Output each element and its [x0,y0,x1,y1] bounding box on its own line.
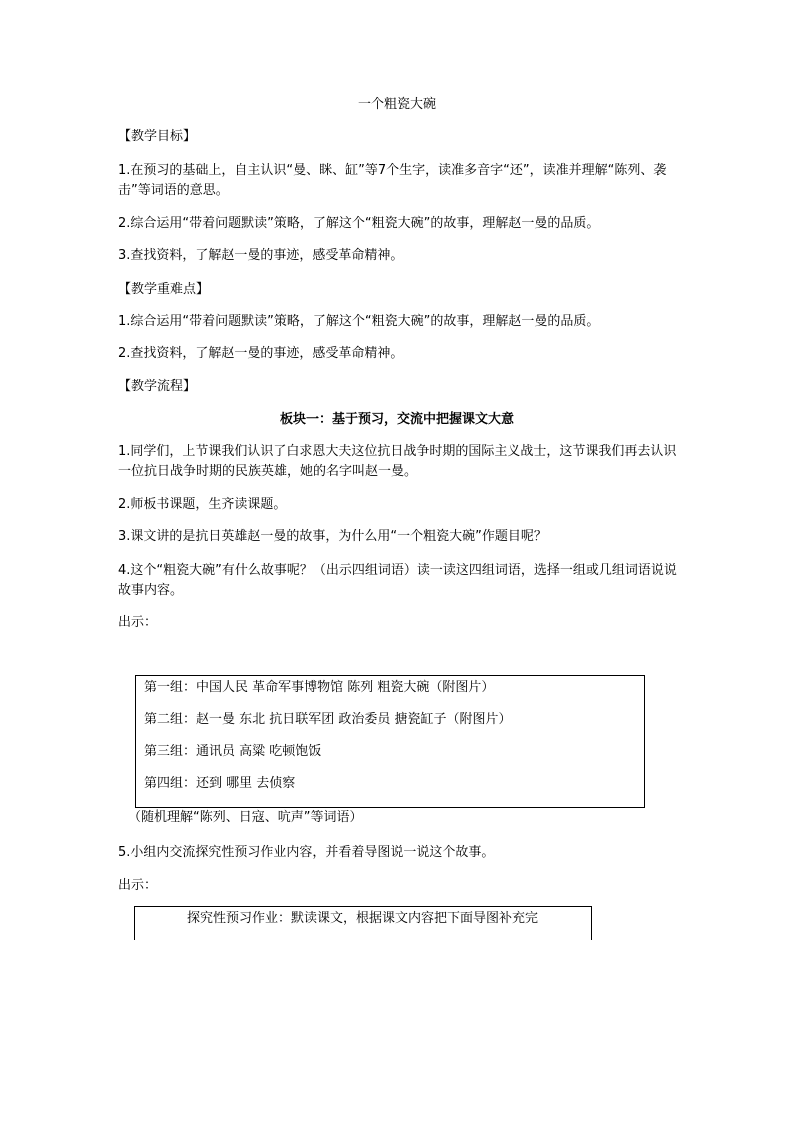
word-group-4: 第四组：还到 哪里 去侦察 [144,776,296,791]
page-title: 一个粗瓷大碗 [357,97,436,112]
process-heading: 【教学流程】 [118,379,197,394]
step-2: 2.师板书课题，生齐读课题。 [118,497,287,512]
random-note: （随机理解“陈列、日寇、吭声”等词语） [128,810,363,825]
objective-1: 1.在预习的基础上，自主认识“曼、眯、缸”等7个生字，读准多音字“还”，读准并理解“陈列、袭击”等词语的意思。 [118,163,667,198]
word-group-3: 第三组：通讯员 高粱 吃顿饱饭 [144,744,322,759]
key-point-2: 2.查找资料，了解赵一曼的事迹，感受革命精神。 [118,346,404,361]
inquiry-box [134,906,592,940]
show-label-2: 出示： [118,878,158,893]
step-3: 3.课文讲的是抗日英雄赵一曼的故事，为什么用“一个粗瓷大碗”作题目呢？ [118,529,547,544]
step-4: 4.这个“粗瓷大碗”有什么故事呢？（出示四组词语）读一读这四组词语，选择一组或几组词语说说故事内容。 [118,563,677,598]
word-groups-box [135,675,645,808]
key-points-heading: 【教学重难点】 [118,282,210,297]
word-group-2: 第二组：赵一曼 东北 抗日联军团 政治委员 搪瓷缸子（附图片） [144,712,512,727]
word-group-1: 第一组：中国人民 革命军事博物馆 陈列 粗瓷大碗（附图片） [144,680,495,695]
step-1: 1.同学们，上节课我们认识了白求恩大夫这位抗日战争时期的国际主义战士，这节课我们再去认识一位抗日战争时期的民族英雄，她的名字叫赵一曼。 [118,444,677,479]
key-point-1: 1.综合运用“带着问题默读”策略，了解这个“粗瓷大碗”的故事，理解赵一曼的品质。 [118,314,600,329]
objective-2: 2.综合运用“带着问题默读”策略，了解这个“粗瓷大碗”的故事，理解赵一曼的品质。 [118,216,600,231]
objective-3: 3.查找资料，了解赵一曼的事迹，感受革命精神。 [118,248,404,263]
step-5: 5.小组内交流探究性预习作业内容，并看着导图说一说这个故事。 [118,845,495,860]
module-one-heading: 板块一：基于预习，交流中把握课文大意 [279,412,514,427]
show-label-1: 出示： [118,615,158,630]
inquiry-box-text: 探究性预习作业：默读课文，根据课文内容把下面导图补充完 [187,911,539,926]
objectives-heading: 【教学目标】 [118,129,197,144]
